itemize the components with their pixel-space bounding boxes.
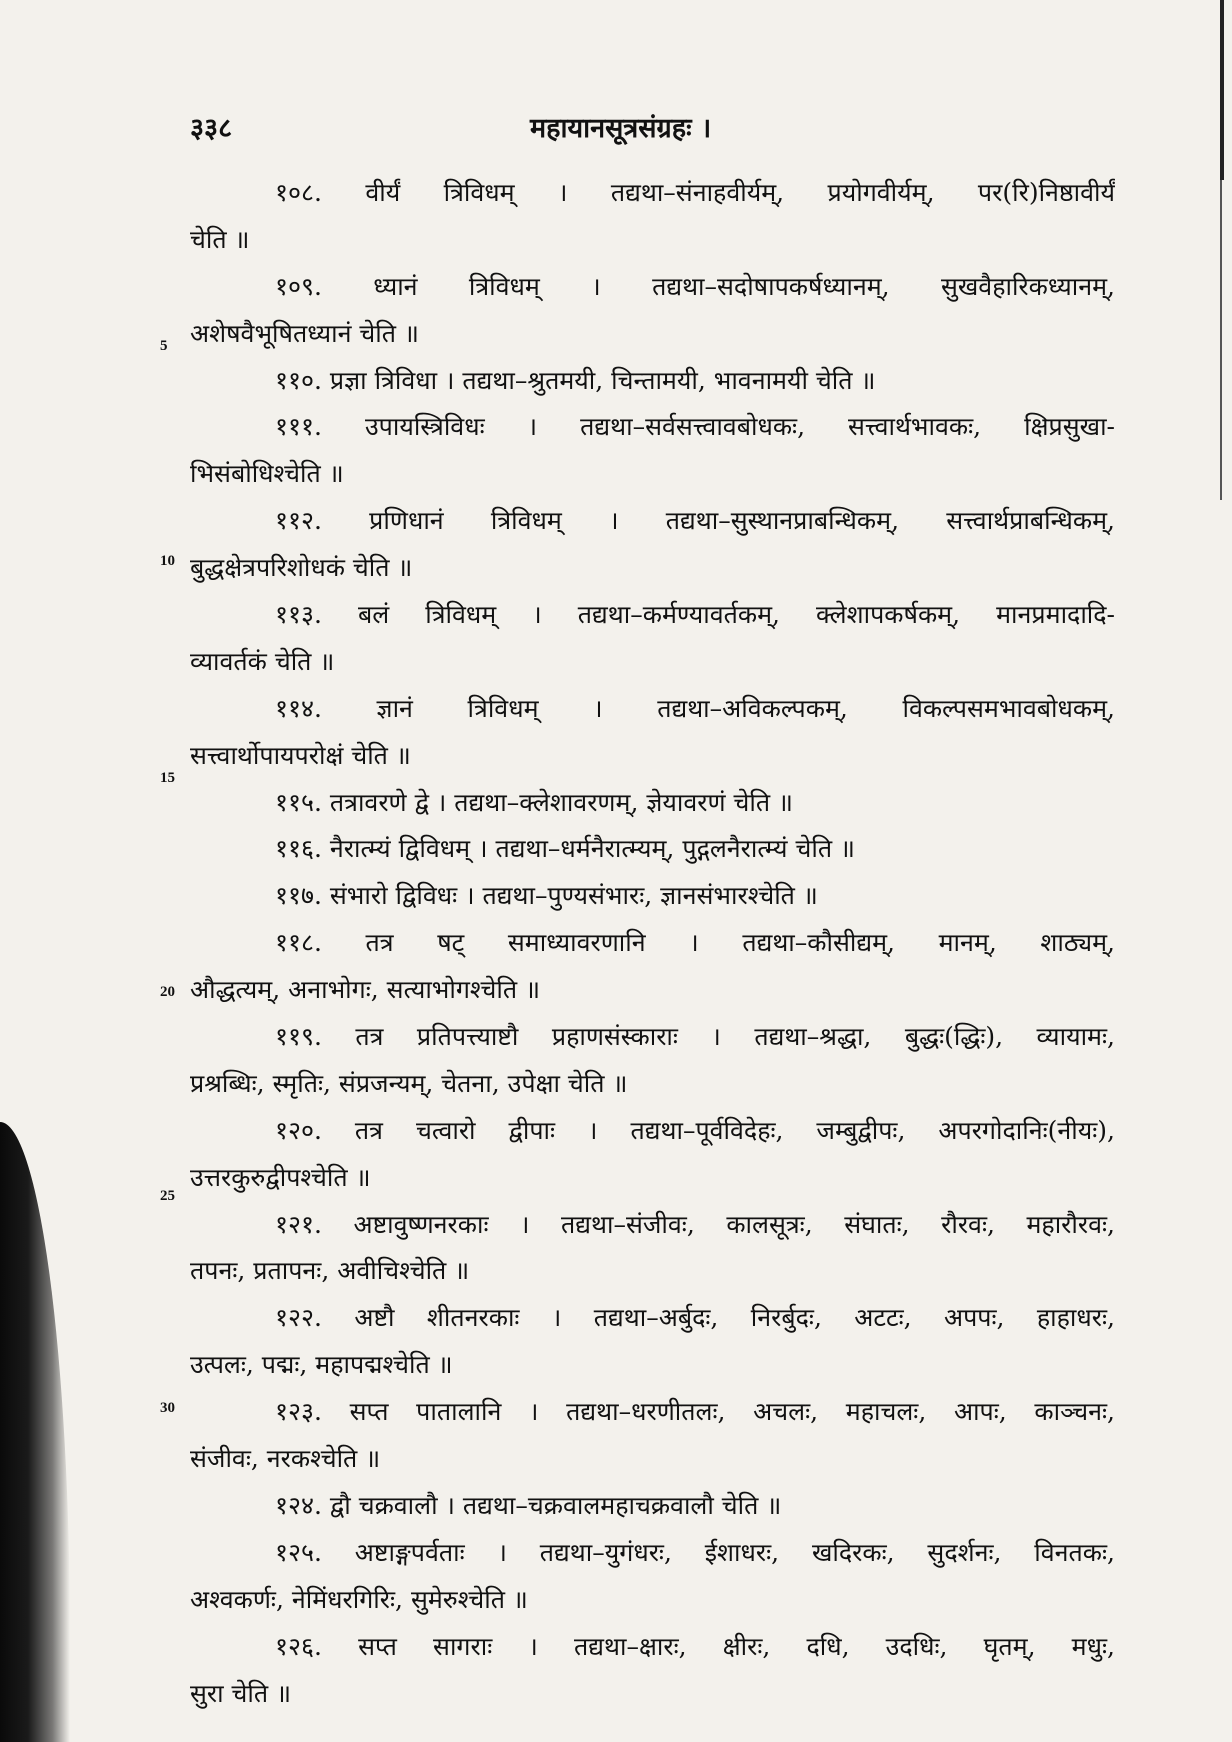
text-line: १२६. सप्त सागराः । तद्यथा–क्षारः, क्षीरः, दधि, उदधिः, घृतम्, मधुः, — [275, 1631, 1115, 1661]
text-line: संजीवः, नरकश्चेति ॥ — [190, 1444, 381, 1474]
text-line: औद्धत्यम्, अनाभोगः, सत्याभोगश्चेति ॥ — [190, 975, 541, 1005]
text-line: १२३. सप्त पातालानि । तद्यथा–धरणीतलः, अचलः, महाचलः, आपः, काञ्चनः, — [275, 1397, 1115, 1427]
text-line: १०९. ध्यानं त्रिविधम् । तद्यथा–सदोषापकर्षध्यानम्, सुखवैहारिकध्यानम्, — [275, 271, 1115, 301]
text-line: सुरा चेति ॥ — [190, 1678, 292, 1708]
text-line: ११८. तत्र षट् समाध्यावरणानि । तद्यथा–कौसीद्यम्, मानम्, शाठ्यम्, — [275, 928, 1115, 958]
margin-line-number: 5 — [160, 338, 168, 354]
text-line: उत्पलः, पद्मः, महापद्मश्चेति ॥ — [190, 1350, 453, 1380]
text-line: सत्त्वार्थोपायपरोक्षं चेति ॥ — [190, 740, 411, 770]
text-line: ११०. प्रज्ञा त्रिविधा । तद्यथा–श्रुतमयी, चिन्तामयी, भावनामयी चेति ॥ — [275, 365, 876, 395]
text-line: भिसंबोधिश्चेति ॥ — [190, 459, 344, 489]
text-line: ११९. तत्र प्रतिपत्त्याष्टौ प्रहाणसंस्काराः । तद्यथा–श्रद्धा, बुद्धः(द्धिः), व्यायामः, — [275, 1022, 1115, 1052]
text-line: १२५. अष्टाङ्गपर्वताः । तद्यथा–युगंधरः, ईशाधरः, खदिरकः, सुदर्शनः, विनतकः, — [275, 1537, 1115, 1567]
text-line: ११७. संभारो द्विविधः । तद्यथा–पुण्यसंभारः, ज्ञानसंभारश्चेति ॥ — [275, 881, 818, 911]
margin-line-number: 20 — [160, 984, 175, 1000]
page-edge-mark — [1220, 180, 1222, 500]
text-line: व्यावर्तकं चेति ॥ — [190, 646, 335, 676]
running-title: महायानसूत्रसंग्रहः । — [530, 113, 712, 144]
text-line: १२१. अष्टावुष्णनरकाः । तद्यथा–संजीवः, कालसूत्रः, संघातः, रौरवः, महारौरवः, — [275, 1209, 1115, 1239]
text-line: बुद्धक्षेत्रपरिशोधकं चेति ॥ — [190, 553, 413, 583]
page-number: ३३८ — [190, 113, 233, 144]
text-line: १२२. अष्टौ शीतनरकाः । तद्यथा–अर्बुदः, निरर्बुदः, अटटः, अपपः, हाहाधरः, — [275, 1303, 1115, 1333]
page-edge-mark — [1220, 0, 1224, 180]
text-line: ११२. प्रणिधानं त्रिविधम् । तद्यथा–सुस्थानप्राबन्धिकम्, सत्त्वार्थप्राबन्धिकम्, — [275, 506, 1115, 536]
text-line: ११५. तत्रावरणे द्वे । तद्यथा–क्लेशावरणम्, ज्ञेयावरणं चेति ॥ — [275, 787, 794, 817]
body-text — [190, 170, 1115, 1717]
text-line: १११. उपायस्त्रिविधः । तद्यथा–सर्वसत्त्वावबोधकः, सत्त्वार्थभावकः, क्षिप्रसुखा- — [275, 412, 1115, 442]
spine-shadow — [0, 1122, 70, 1742]
text-line: ११६. नैरात्म्यं द्विविधम् । तद्यथा–धर्मनैरात्म्यम्, पुद्गलनैरात्म्यं चेति ॥ — [275, 834, 855, 864]
margin-line-number: 25 — [160, 1188, 175, 1204]
margin-line-number: 30 — [160, 1400, 175, 1416]
page-header — [190, 108, 1110, 148]
text-line: उत्तरकुरुद्वीपश्चेति ॥ — [190, 1162, 371, 1192]
margin-line-number: 15 — [160, 770, 175, 786]
text-line: ११३. बलं त्रिविधम् । तद्यथा–कर्मण्यावर्तकम्, क्लेशापकर्षकम्, मानप्रमादादि- — [275, 600, 1115, 630]
text-line: अशेषवैभूषितध्यानं चेति ॥ — [190, 318, 419, 348]
text-line: १२४. द्वौ चक्रवालौ । तद्यथा–चक्रवालमहाचक्रवालौ चेति ॥ — [275, 1490, 782, 1520]
text-line: १२०. तत्र चत्वारो द्वीपाः । तद्यथा–पूर्वविदेहः, जम्बुद्वीपः, अपरगोदानिः(नीयः), — [275, 1115, 1115, 1145]
text-line: चेति ॥ — [190, 224, 250, 254]
text-line: १०८. वीर्यं त्रिविधम् । तद्यथा–संनाहवीर्यम्, प्रयोगवीर्यम्, पर(रि)निष्ठावीर्यं — [275, 178, 1115, 207]
text-line: प्रश्रब्धिः, स्मृतिः, संप्रजन्यम्, चेतना, उपेक्षा चेति ॥ — [190, 1068, 628, 1098]
text-line: ११४. ज्ञानं त्रिविधम् । तद्यथा–अविकल्पकम्, विकल्पसमभावबोधकम्, — [275, 693, 1115, 723]
text-line: अश्वकर्णः, नेमिंधरगिरिः, सुमेरुश्चेति ॥ — [190, 1584, 528, 1614]
text-line: तपनः, प्रतापनः, अवीचिश्चेति ॥ — [190, 1256, 470, 1286]
margin-line-number: 10 — [160, 553, 175, 569]
